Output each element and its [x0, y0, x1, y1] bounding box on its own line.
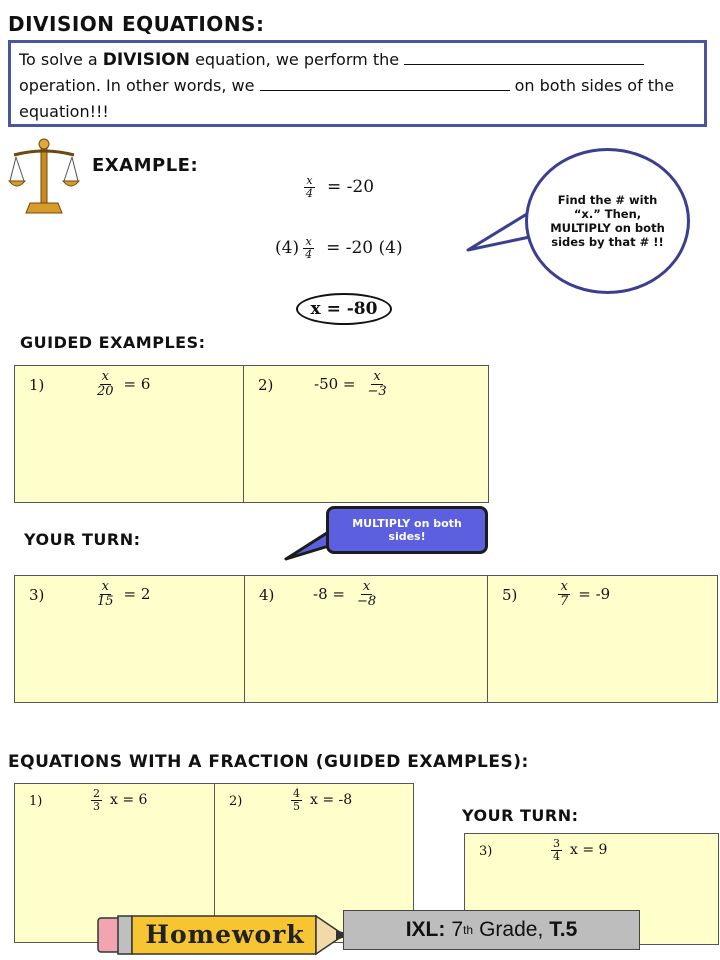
your-turn-heading: YOUR TURN:: [24, 530, 141, 549]
your-turn-cell-5: 5) $\frac{x}{7}$ = -9: [502, 579, 611, 609]
fraction-section-heading: EQUATIONS WITH A FRACTION (GUIDED EXAMPLES):: [8, 752, 529, 772]
intro-keyword: DIVISION: [102, 50, 190, 70]
intro-text-3: operation. In other words, we: [19, 76, 255, 95]
fraction-cell-3: 3) $\frac{3}{4}$ x = 9: [479, 837, 608, 863]
homework-label: Homework: [145, 919, 305, 949]
ixl-assignment: IXL: 7 th Grade, T.5: [343, 910, 640, 950]
your-turn-cell-3: 3) $\frac{x}{15}$ = 2: [15, 576, 245, 702]
example-fraction-2: $\frac{x}{4}$: [305, 235, 313, 261]
example-equation-1: $\frac{x}{4}$ = -20: [306, 174, 375, 200]
fraction-coef-3: $\frac{3}{4}$: [553, 837, 560, 863]
guided-fraction-1: $\frac{x}{20}$: [97, 369, 114, 399]
intro-text-2: equation, we perform the: [195, 50, 400, 69]
hint-bubble: Find the # with “x.” Then, MULTIPLY on both sides by that # !!: [525, 148, 690, 294]
fraction-coef-2: $\frac{4}{5}$: [293, 787, 300, 813]
example-heading: EXAMPLE:: [92, 155, 199, 176]
guided-heading: GUIDED EXAMPLES:: [20, 333, 206, 352]
intro-text-1: To solve a: [19, 50, 98, 69]
balance-scale-icon: [8, 137, 80, 217]
guided-table: [14, 365, 489, 503]
example-fraction-1: $\frac{x}{4}$: [306, 174, 313, 200]
guided-fraction-2: $\frac{x}{-3}$: [367, 369, 387, 399]
multiply-callout: MULTIPLY on both sides!: [326, 506, 488, 554]
example-answer: x = -80: [296, 293, 392, 325]
blank-line-2: [260, 77, 510, 91]
your-turn-fraction-3: $\frac{x}{15}$: [97, 579, 114, 609]
guided-cell-1: 1) $\frac{x}{20}$ = 6: [15, 366, 244, 502]
page-title: DIVISION EQUATIONS:: [8, 12, 265, 36]
blank-line-1: [404, 51, 644, 65]
intro-box: [8, 40, 707, 127]
fraction-cell-2: 2) $\frac{4}{5}$ x = -8: [229, 787, 353, 813]
fraction-cell-1: 1) $\frac{2}{3}$ x = 6: [15, 784, 215, 942]
your-turn-cell-4: 4) -8 = $\frac{x}{-8}$: [245, 576, 488, 702]
intro-text-4: on both sides of the equation!!!: [19, 76, 675, 121]
your-turn-fraction-4: $\frac{x}{-8}$: [356, 579, 377, 609]
your-turn-table: [14, 575, 718, 703]
fraction-your-turn-heading: YOUR TURN:: [462, 806, 579, 825]
fraction-coef-1: $\frac{2}{3}$: [93, 787, 100, 813]
example-equation-2: (4) $\frac{x}{4}$ = -20 (4): [275, 235, 403, 261]
your-turn-fraction-5: $\frac{x}{7}$: [560, 579, 569, 609]
guided-cell-2: 2) -50 = $\frac{x}{-3}$: [258, 369, 387, 399]
